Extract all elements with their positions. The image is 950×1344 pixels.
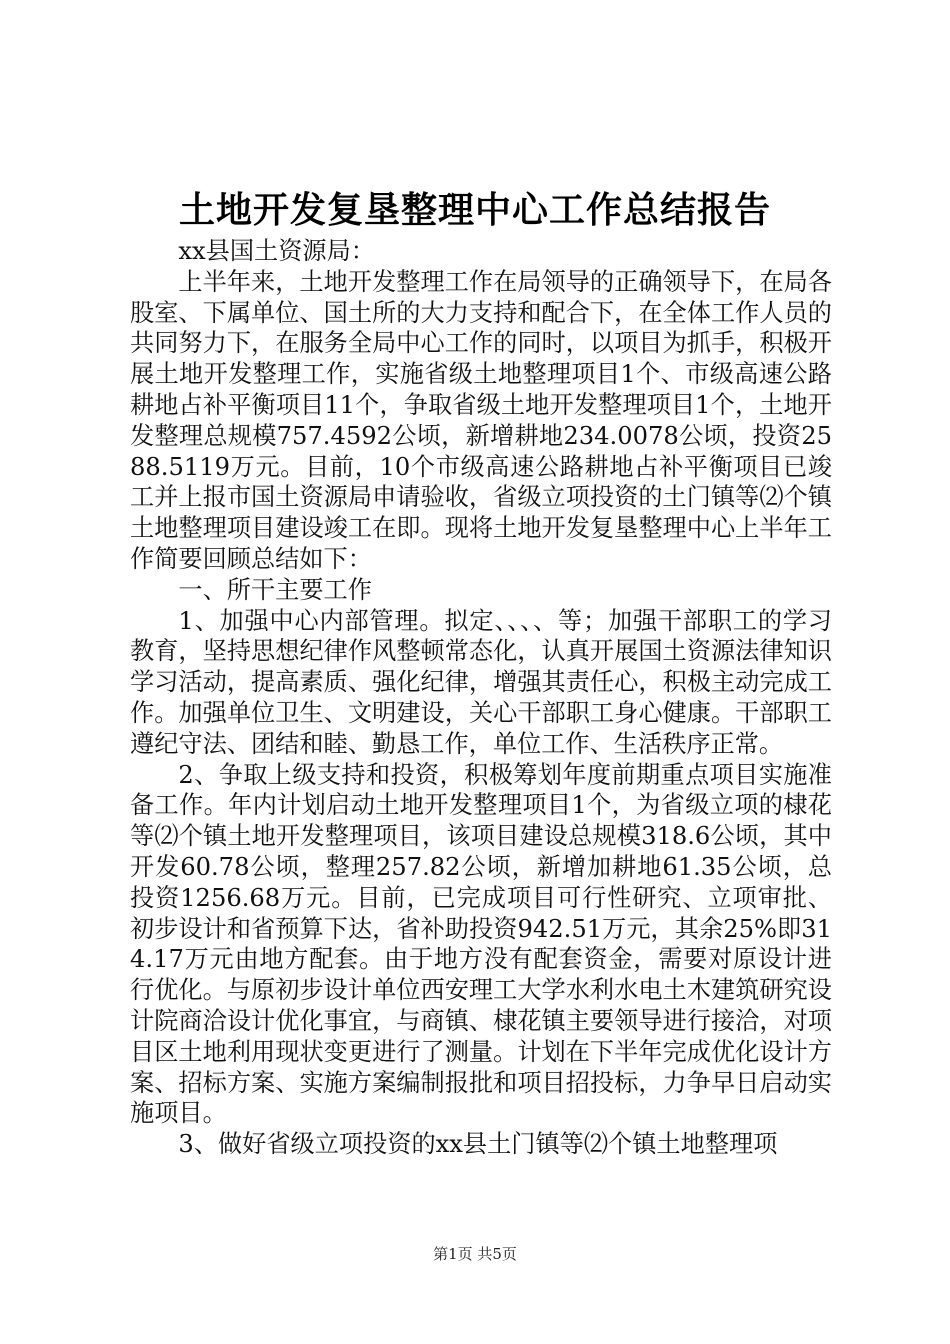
paragraph-item-1: 1、加强中心内部管理。拟定、、、、等；加强干部职工的学习教育，坚持思想纪律作风整顿常态化，认真开展国土资源法律知识学习活动，提高素质、强化纪律，增强其责任心，积极主动完成工作。加强单位卫生、文明建设，关心干部职工身心健康。干部职工遵纪守法、团结和睦、勤恳工作，单位工作、生活秩序正常。 — [130, 606, 832, 758]
paragraph-item-2: 2、争取上级支持和投资，积极筹划年度前期重点项目实施准备工作。年内计划启动土地开发整理项目1个，为省级立项的棣花等⑵个镇土地开发整理项目，该项目建设总规模318.6公顷，其中开发60.78公顷，整理257.82公顷，新增加耕地61.35公顷，总投资1256.68万元。目前，已完成项目可行性研究、立项审批、初步设计和省预算下达，省补助投资942.51万元，其余25%即314.17万元由地方配套。由于地方没有配套资金，需要对原设计进行优化。与原初步设计单位西安理工大学水利水电土木建筑研究设计院商洽设计优化事宜，与商镇、棣花镇主要领导进行接洽，对项目区土地利用现状变更进行了测量。计划在下半年完成优化设计方案、招标方案、实施方案编制报批和项目招投标，力争早日启动实施项目。 — [130, 760, 832, 1128]
paragraph-item-3: 3、做好省级立项投资的xx县土门镇等⑵个镇土地整理项 — [178, 1130, 778, 1159]
document-title: 土地开发复垦整理中心工作总结报告 — [178, 189, 771, 231]
document-body — [130, 236, 832, 1160]
paragraph-intro: 上半年来，土地开发整理工作在局领导的正确领导下，在局各股室、下属单位、国土所的大力支持和配合下，在全体工作人员的共同努力下，在服务全局中心工作的同时，以项目为抓手，积极开展土地开发整理工作，实施省级土地整理项目1个、市级高速公路耕地占补平衡项目11个，争取省级土地开发整理项目1个，土地开发整理总规模757.4592公顷，新增耕地234.0078公顷，投资2588.5119万元。目前，10个市级高速公路耕地占补平衡项目已竣工并上报市国土资源局申请验收，省级立项投资的土门镇等⑵个镇土地整理项目建设竣工在即。现将土地开发复垦整理中心上半年工作简要回顾总结如下： — [130, 267, 832, 573]
section-heading: 一、所干主要工作 — [178, 575, 372, 604]
page-footer: 第1页 共5页 — [433, 1245, 517, 1263]
salutation: xx县国土资源局： — [178, 237, 375, 265]
